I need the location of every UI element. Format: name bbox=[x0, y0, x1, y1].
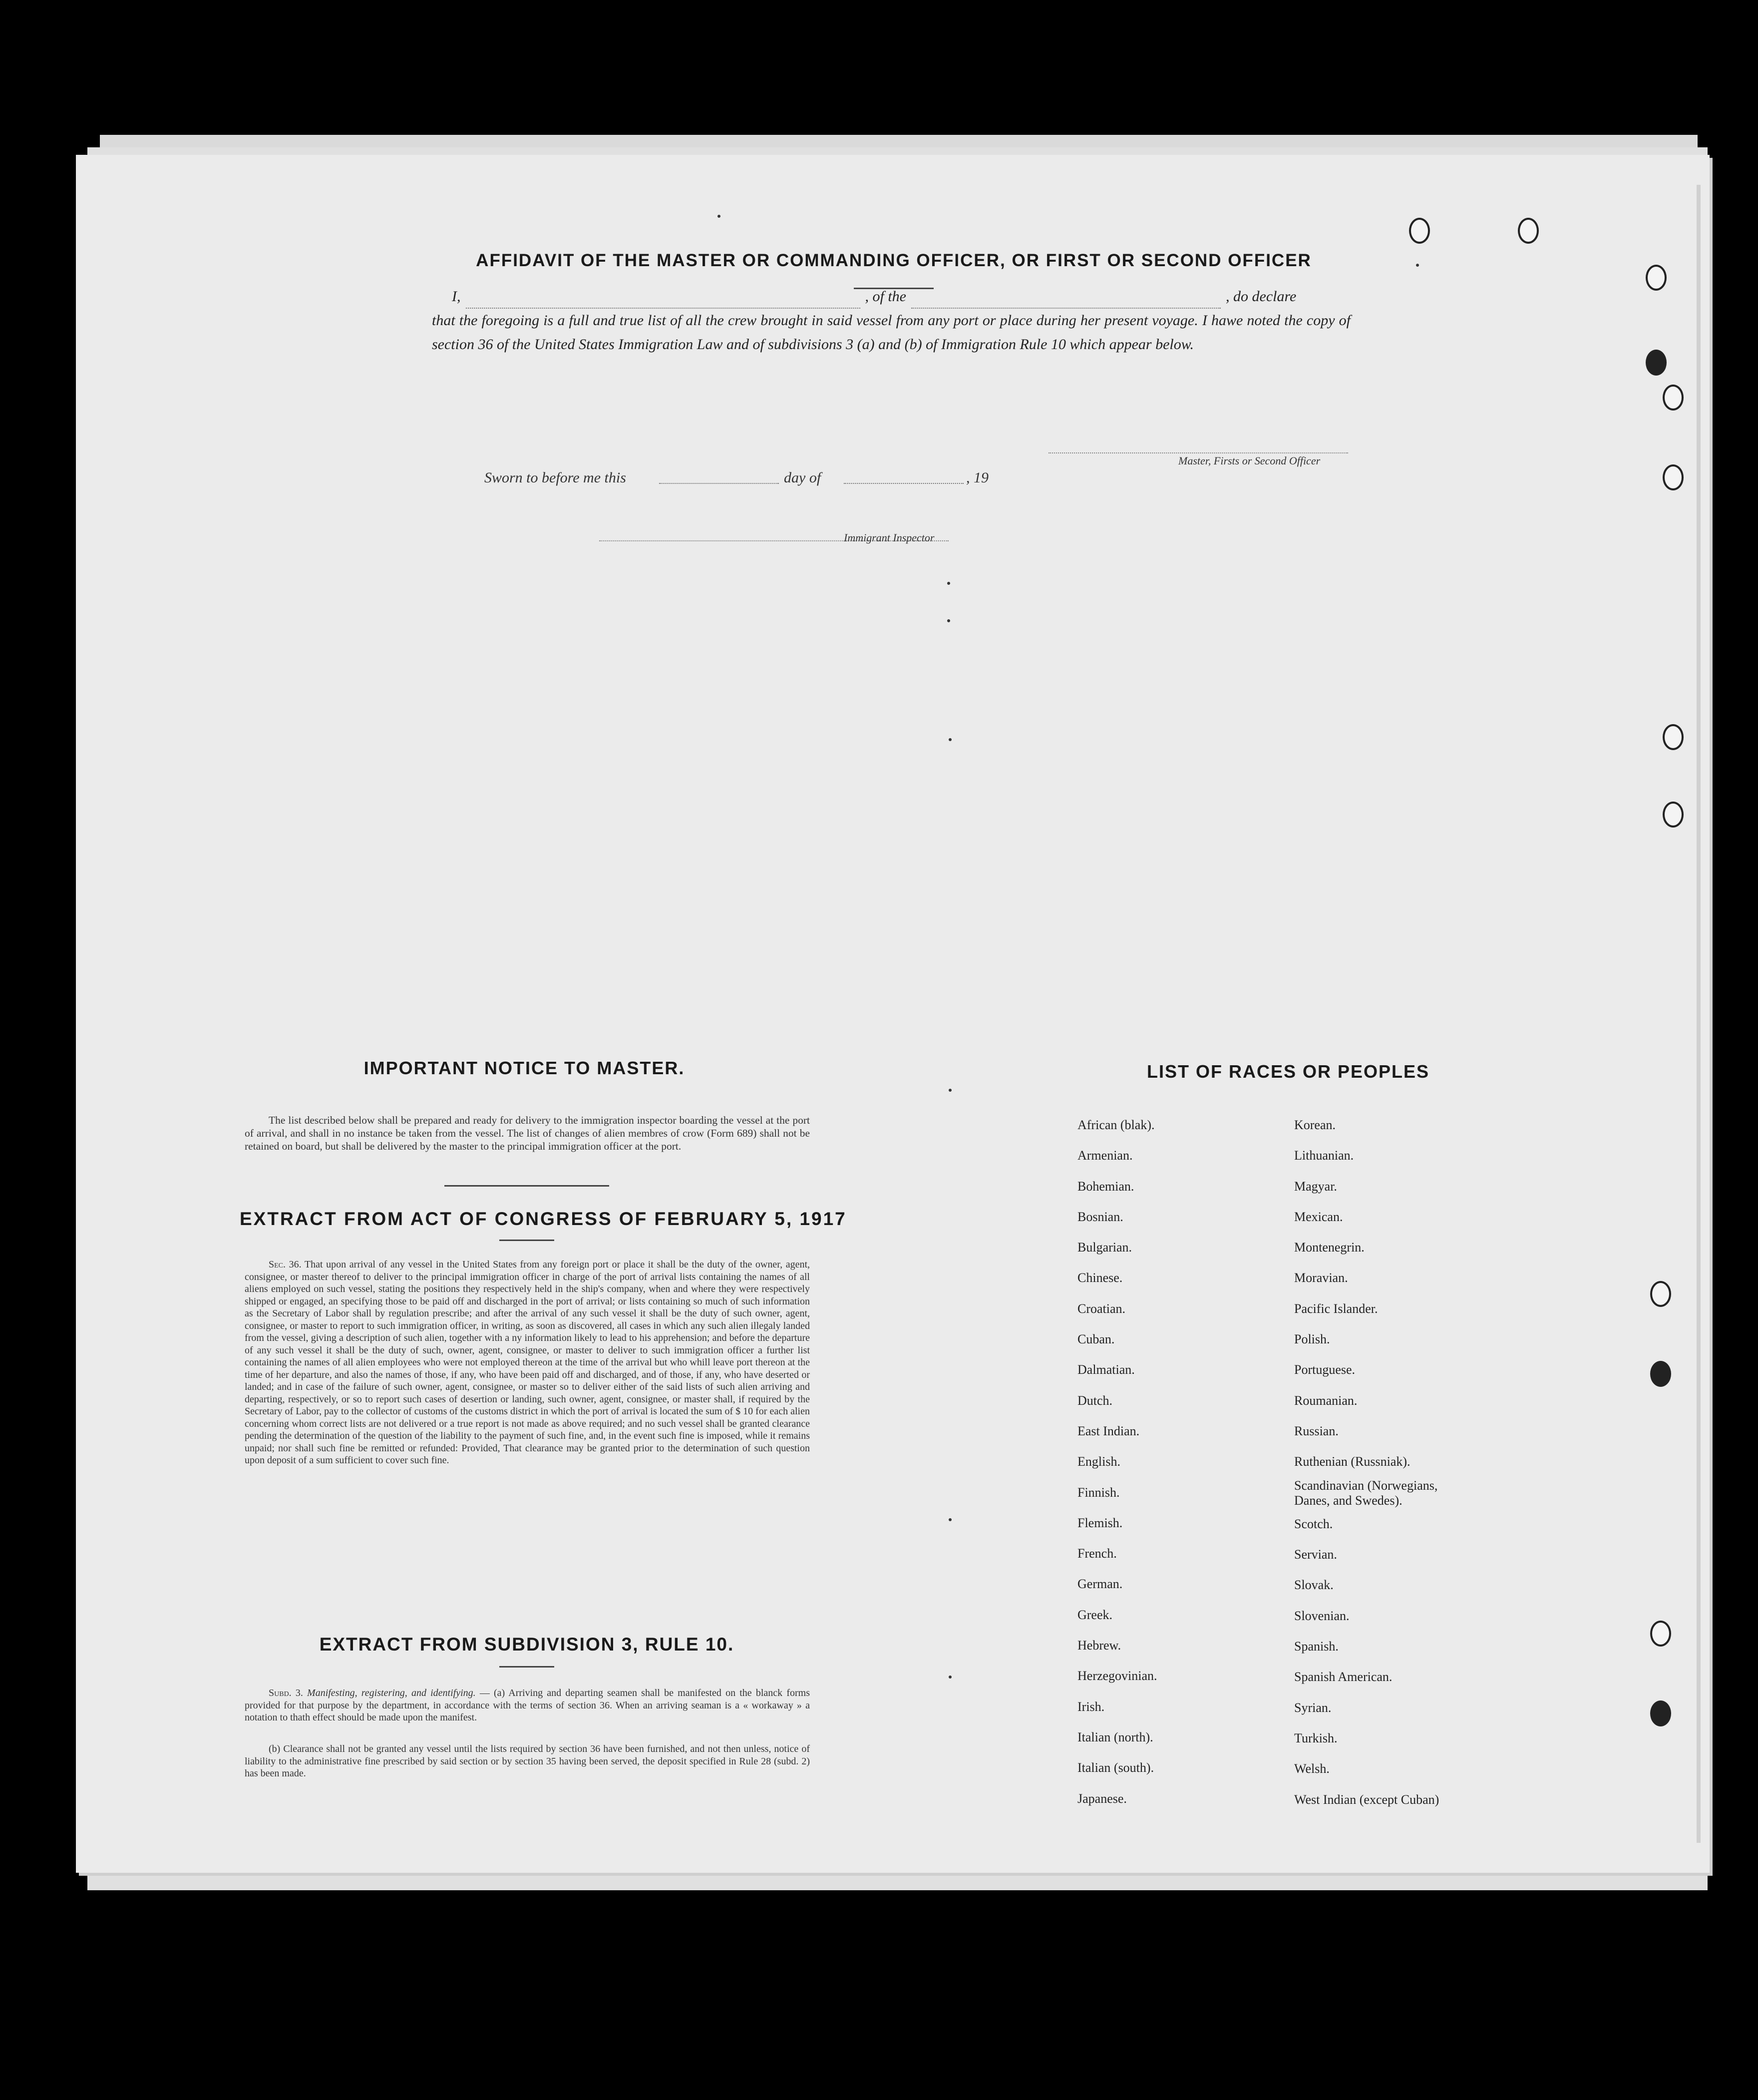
race-item: Syrian. bbox=[1294, 1700, 1332, 1715]
print-mark bbox=[949, 1089, 952, 1092]
print-mark bbox=[947, 619, 950, 622]
race-item: Lithuanian. bbox=[1294, 1148, 1354, 1163]
act-title-text: EXTRACT FROM ACT OF CONGRESS OF FEBRUARY 5, 1917 bbox=[240, 1209, 847, 1229]
act-section-36 bbox=[245, 1259, 810, 1467]
race-item: Turkish. bbox=[1294, 1730, 1338, 1745]
punch-hole-icon bbox=[1663, 464, 1684, 490]
race-item: Slovenian. bbox=[1294, 1608, 1350, 1623]
rule-subdivision-b: (b) Clearance shall not be granted any vessel until the lists required by section 36 have been furnished, and not then unless, notice of liability to the administrative fine prescribed by said section or by section 35 having been served, the deposit specified in Rule 28 (subd. 2) has been made. bbox=[245, 1743, 810, 1779]
race-item: Irish. bbox=[1077, 1699, 1105, 1714]
rule-title: EXTRACT FROM SUBDIVISION 3, RULE 10. bbox=[319, 1634, 734, 1655]
affidavit-i: I, bbox=[452, 288, 461, 305]
print-mark bbox=[949, 1676, 952, 1679]
master-signature-line bbox=[1049, 452, 1348, 453]
inspector-caption: Immigrant Inspector bbox=[844, 531, 935, 544]
print-mark bbox=[1416, 264, 1419, 267]
affidavit-text bbox=[432, 285, 1351, 357]
race-item: Spanish. bbox=[1294, 1639, 1339, 1654]
race-item: Welsh. bbox=[1294, 1761, 1330, 1776]
race-item: Portuguese. bbox=[1294, 1362, 1356, 1377]
race-item: West Indian (except Cuban) bbox=[1294, 1792, 1439, 1807]
divider bbox=[499, 1666, 554, 1668]
race-item: Montenegrin. bbox=[1294, 1240, 1365, 1255]
race-item: African (blak). bbox=[1077, 1118, 1155, 1132]
races-title: LIST OF RACES OR PEOPLES bbox=[1146, 1061, 1430, 1082]
race-item: Croatian. bbox=[1077, 1301, 1126, 1316]
sworn-month-blank bbox=[844, 467, 964, 484]
races-right-column bbox=[1294, 1110, 1504, 1815]
rule-sub-heading: Manifesting, registering, and identifying. bbox=[307, 1687, 476, 1698]
affidavit-body: that the foregoing is a full and true list of all the crew brought in said vessel from any port or place during her present voyage. I hawe noted the copy of section 36 of the United States Immigration Law and of subdivisions 3 (a) and (b) of Immigration Rule 10 which appear below. bbox=[432, 312, 1351, 353]
divider bbox=[444, 1185, 609, 1187]
race-item: Magyar. bbox=[1294, 1179, 1337, 1194]
punch-hole-icon bbox=[1663, 385, 1684, 411]
race-item: East Indian. bbox=[1077, 1423, 1140, 1438]
race-item: English. bbox=[1077, 1454, 1120, 1469]
race-item: Chinese. bbox=[1077, 1270, 1123, 1285]
race-item: Pacific Islander. bbox=[1294, 1301, 1378, 1316]
race-item: Flemish. bbox=[1077, 1515, 1123, 1530]
races-left-column bbox=[1077, 1110, 1277, 1814]
race-item: German. bbox=[1077, 1577, 1123, 1592]
year-text: , 19 bbox=[966, 469, 989, 486]
name-blank bbox=[466, 292, 860, 309]
race-item: Italian (south). bbox=[1077, 1760, 1154, 1775]
race-item: Servian. bbox=[1294, 1547, 1337, 1562]
print-mark bbox=[947, 582, 950, 585]
notice-text: The list described below shall be prepared and ready for delivery to the immigration inspector boarding the vessel at the port of arrival, and shall in no instance be taken from the vessel. The list of changes of alien membres of crow (Form 689) shall not be retained on board, but shall be delivered by the master to the principal immigration officer at the port. bbox=[245, 1114, 810, 1152]
punch-hole-icon bbox=[1650, 1700, 1671, 1726]
punch-hole-icon bbox=[1518, 218, 1539, 244]
race-item: Finnish. bbox=[1077, 1485, 1120, 1500]
race-item: Korean. bbox=[1294, 1118, 1336, 1132]
act-title bbox=[240, 1209, 847, 1230]
race-item: Cuban. bbox=[1077, 1332, 1115, 1347]
print-mark bbox=[949, 1518, 952, 1521]
race-item: Bohemian. bbox=[1077, 1179, 1134, 1194]
punch-hole-icon bbox=[1650, 1361, 1671, 1387]
act-text: That upon arrival of any vessel in the United States from any foreign port or place it shall be the duty of the owner, agent, consignee, or master thereof to deliver to the principal immigration officer in charge of the port of arrival lists containing the names of all aliens employed on such vessel, stating the positions they respectively held in the ship's company, when and where they were respectively shipped or engaged, an specifying those to be paid off and discharged in the port of arrival; or lists containing so much of such information as the Secretary of Labor shall by regulation prescribe; and after the arrival of any such vessel it shall be the duty of such owner, agent, consignee, or master to report to such immigration officer, in writing, as soon as discovered, all cases in which any such alien illegaly landed from the vessel, giving a description of such alien, together with a ny information likely to lead to his apprehension; and before the departure of any such vessel it shall be the duty of such, owner, agent, consignee, or master to deliver to such immigration officer a further list containing the names of all alien employees who were not employed thereon at the time of the arrival but who whill leave port thereon at the time of her departure, and also the names of those, if any, who have been paid off and discharged, and of those, if any, who have deserted or landed; and in case of the failure of such owner, agent, consignee, or master so to deliver either of the said lists of such alien arriving and departing, respectively, or so to report such cases of desertion or landing, such owner, agent, consignee, or master shall, if required by the Secretary of Labor, pay to the collector of customs of the customs district in which the port of arrival is located the sum of $ 10 for each alien concerning whom correct lists are not delivered or a true report is not made as above required; and no such vessel shall be granted clearance pending the determination of the question of the liability to the payment of such fine, and, in the event such fine is imposed, while it remains unpaid; nor shall such fine be remitted or refunded: Provided, That clearance may be granted prior to the determination of such question upon deposit of a sum sufficient to cover such fine. bbox=[245, 1259, 810, 1466]
master-caption: Master, Firsts or Second Officer bbox=[1178, 454, 1321, 467]
rule-subdivision-a bbox=[245, 1687, 810, 1724]
race-item: Hebrew. bbox=[1077, 1638, 1121, 1653]
race-item: Herzegovinian. bbox=[1077, 1669, 1157, 1683]
rule-sub-label: Subd. 3. bbox=[269, 1687, 303, 1698]
race-item: Greek. bbox=[1077, 1607, 1113, 1622]
affidavit-declare: , do declare bbox=[1226, 288, 1297, 305]
race-item: Roumanian. bbox=[1294, 1393, 1358, 1408]
divider bbox=[499, 1240, 554, 1241]
vessel-blank bbox=[911, 292, 1221, 309]
punch-hole-icon bbox=[1650, 1281, 1671, 1307]
act-sec-label: Sec. 36. bbox=[269, 1259, 302, 1270]
punch-hole-icon bbox=[1663, 724, 1684, 750]
day-of-text: day of bbox=[784, 469, 821, 486]
race-item: French. bbox=[1077, 1546, 1117, 1561]
race-item: Ruthenian (Russniak). bbox=[1294, 1454, 1410, 1469]
race-item: Armenian. bbox=[1077, 1148, 1133, 1163]
race-item: Japanese. bbox=[1077, 1791, 1127, 1806]
race-item: Bosnian. bbox=[1077, 1209, 1123, 1224]
race-item: Scotch. bbox=[1294, 1516, 1333, 1531]
sworn-day-blank bbox=[659, 467, 779, 484]
affidavit-of-the: , of the bbox=[865, 288, 906, 305]
punch-hole-icon bbox=[1663, 802, 1684, 828]
punch-hole-icon bbox=[1646, 265, 1667, 291]
punch-hole-icon bbox=[1409, 218, 1430, 244]
race-item: Bulgarian. bbox=[1077, 1240, 1132, 1255]
print-mark bbox=[949, 738, 952, 741]
race-item: Dalmatian. bbox=[1077, 1362, 1135, 1377]
race-item: Moravian. bbox=[1294, 1270, 1348, 1285]
race-item: Russian. bbox=[1294, 1423, 1339, 1438]
race-item: Mexican. bbox=[1294, 1209, 1343, 1224]
race-item: Spanish American. bbox=[1294, 1670, 1393, 1684]
race-item: Italian (north). bbox=[1077, 1729, 1153, 1744]
race-item: Slovak. bbox=[1294, 1578, 1334, 1593]
race-item: Scandinavian (Norwegians, Danes, and Swedes). bbox=[1294, 1478, 1438, 1508]
race-item: Dutch. bbox=[1077, 1393, 1113, 1408]
page-edge bbox=[1697, 185, 1701, 1843]
punch-hole-icon bbox=[1650, 1621, 1671, 1647]
affidavit-title: AFFIDAVIT OF THE MASTER OR COMMANDING OFFICER, OR FIRST OR SECOND OFFICER bbox=[476, 251, 1312, 270]
sworn-text: Sworn to before me this bbox=[484, 469, 626, 486]
print-mark bbox=[717, 215, 720, 218]
race-item: Polish. bbox=[1294, 1332, 1330, 1347]
punch-hole-icon bbox=[1646, 350, 1667, 376]
rule-text-a: — (a) Arriving and departing seamen shall be manifested on the blanck forms provided for that purpose by the department, in accordance with the terms of section 36. When an arriving seaman is a « workaway » a notation to thath effect should be made upon the manifest. bbox=[245, 1687, 810, 1723]
notice-title: IMPORTANT NOTICE TO MASTER. bbox=[363, 1058, 685, 1078]
